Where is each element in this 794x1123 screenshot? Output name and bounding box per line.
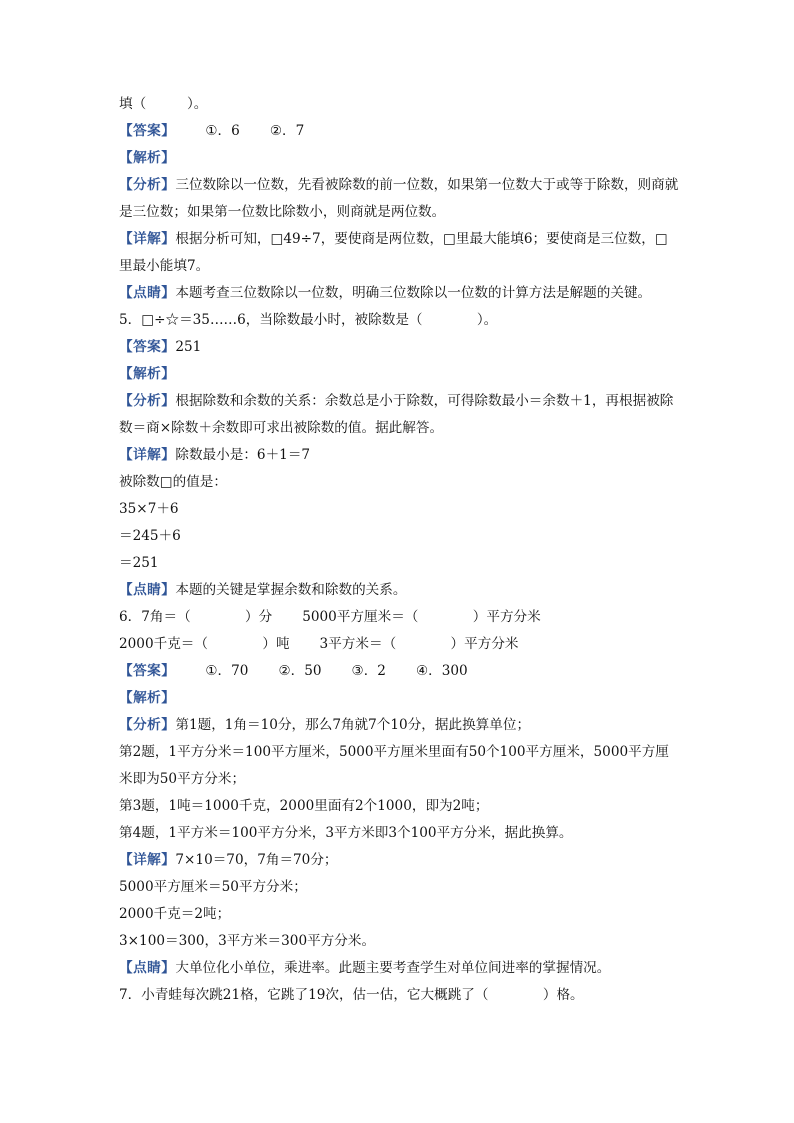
answer-2: ②．7 — [269, 123, 305, 139]
q4-jiexi-line — [119, 145, 679, 172]
analysis-text: 第1题，1角＝10分，那么7角就7个10分，据此换算单位； — [175, 717, 531, 733]
q6-question-line-1 — [119, 604, 679, 631]
q6-analysis-2 — [119, 739, 679, 793]
q4-tail-text: 填（ ）。 — [119, 96, 208, 112]
remark-text: 大单位化小单位，乘进率。此题主要考查学生对单位间进率的掌握情况。 — [175, 960, 611, 976]
jiexi-tag: 【解析】 — [119, 366, 176, 382]
q5-answer: 251 — [175, 339, 202, 355]
analysis-text: 第4题，1平方米＝100平方分米，3平方米即3个100平方分米，据此换算。 — [119, 825, 573, 841]
step-text: ＝251 — [119, 555, 159, 571]
detail-text: 除数最小是：6＋1＝7 — [175, 447, 311, 463]
detail-tag: 【详解】 — [119, 447, 176, 463]
remark-tag: 【点睛】 — [119, 582, 176, 598]
q4-detail — [119, 226, 679, 280]
detail-tag: 【详解】 — [119, 852, 176, 868]
q5-step-4 — [119, 550, 679, 577]
q5-question — [119, 307, 679, 334]
jiexi-tag: 【解析】 — [119, 690, 176, 706]
analysis-text: 第2题，1平方分米＝100平方厘米，5000平方厘米里面有50个100平方厘米，5000平方厘米即为50平方分米； — [119, 744, 669, 787]
jiexi-tag: 【解析】 — [119, 150, 176, 166]
answer-1: ①．70 — [205, 663, 249, 679]
detail-text: 2000千克＝2吨； — [119, 906, 231, 922]
q7-question — [119, 982, 679, 1009]
q6-part-c: 2000千克＝（ ）吨 — [119, 636, 290, 652]
answer-tag: 【答案】 — [119, 663, 176, 679]
answer-4: ④．300 — [415, 663, 468, 679]
analysis-text: 根据除数和余数的关系：余数总是小于除数，可得除数最小＝余数＋1，再根据被除数＝商×除数＋余数即可求出被除数的值。据此解答。 — [119, 393, 674, 436]
q5-jiexi-line — [119, 361, 679, 388]
q5-question-text: 5．□÷☆＝35……6，当除数最小时，被除数是（ ）。 — [119, 312, 498, 328]
step-text: ＝245＋6 — [119, 528, 181, 544]
q5-step-1 — [119, 469, 679, 496]
q6-remark — [119, 955, 679, 982]
answer-3: ③．2 — [351, 663, 386, 679]
q6-detail-4 — [119, 928, 679, 955]
q5-analysis — [119, 388, 679, 442]
q6-question-line-2 — [119, 631, 679, 658]
q4-tail-line — [119, 91, 679, 118]
q7-question-text: 7．小青蛙每次跳21格，它跳了19次，估一估，它大概跳了（ ）格。 — [119, 987, 584, 1003]
q6-analysis-4 — [119, 820, 679, 847]
document-content — [119, 91, 679, 1009]
q4-remark — [119, 280, 679, 307]
analysis-tag: 【分析】 — [119, 177, 176, 193]
q6-part-a: 6．7角＝（ ）分 — [119, 609, 273, 625]
analysis-text: 第3题，1吨＝1000千克，2000里面有2个1000，即为2吨； — [119, 798, 489, 814]
analysis-text: 三位数除以一位数，先看被除数的前一位数，如果第一位数大于或等于除数，则商就是三位数；如果第一位数比除数小，则商就是两位数。 — [119, 177, 679, 220]
q6-detail — [119, 847, 679, 874]
q6-detail-2 — [119, 874, 679, 901]
remark-text: 本题的关键是掌握余数和除数的关系。 — [175, 582, 407, 598]
q6-analysis — [119, 712, 679, 739]
q6-part-d: 3平方米＝（ ）平方分米 — [319, 636, 519, 652]
q4-answer-line — [119, 118, 679, 145]
detail-text: 3×100＝300，3平方米＝300平方分米。 — [119, 933, 376, 949]
q6-jiexi-line — [119, 685, 679, 712]
q5-detail — [119, 442, 679, 469]
answer-2: ②．50 — [278, 663, 322, 679]
q6-detail-3 — [119, 901, 679, 928]
detail-text: 5000平方厘米＝50平方分米； — [119, 879, 307, 895]
q6-analysis-3 — [119, 793, 679, 820]
q5-remark — [119, 577, 679, 604]
remark-tag: 【点睛】 — [119, 960, 176, 976]
analysis-tag: 【分析】 — [119, 393, 176, 409]
q5-step-3 — [119, 523, 679, 550]
detail-tag: 【详解】 — [119, 231, 176, 247]
q6-answer-line — [119, 658, 679, 685]
q6-part-b: 5000平方厘米＝（ ）平方分米 — [302, 609, 541, 625]
answer-1: ①．6 — [205, 123, 240, 139]
detail-text: 7×10＝70，7角＝70分； — [175, 852, 338, 868]
q4-analysis — [119, 172, 679, 226]
q5-step-2 — [119, 496, 679, 523]
answer-tag: 【答案】 — [119, 339, 176, 355]
answer-tag: 【答案】 — [119, 123, 176, 139]
remark-tag: 【点睛】 — [119, 285, 176, 301]
q5-answer-line — [119, 334, 679, 361]
detail-text: 根据分析可知，□49÷7，要使商是两位数，□里最大能填6；要使商是三位数，□里最小能填7。 — [119, 231, 668, 274]
step-text: 35×7＋6 — [119, 501, 179, 517]
analysis-tag: 【分析】 — [119, 717, 176, 733]
step-text: 被除数□的值是： — [119, 474, 227, 490]
remark-text: 本题考查三位数除以一位数，明确三位数除以一位数的计算方法是解题的关键。 — [175, 285, 652, 301]
